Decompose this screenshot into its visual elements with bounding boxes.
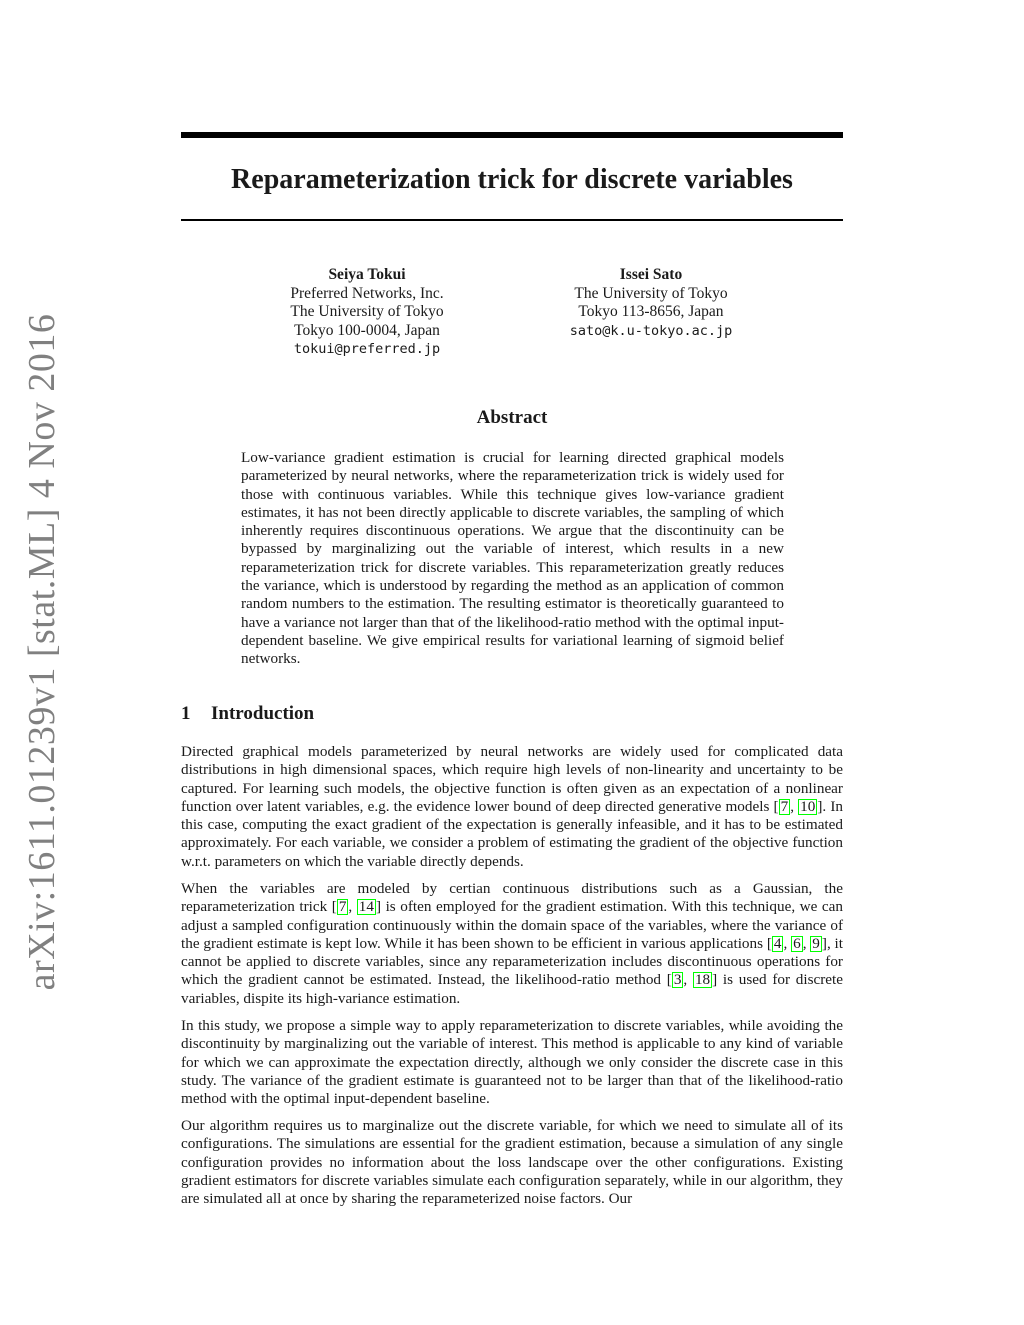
author-name: Issei Sato	[619, 266, 683, 283]
author-address: Tokyo 100-0004, Japan	[294, 321, 440, 339]
citation-link[interactable]: 7	[780, 797, 789, 815]
title-bottom-rule	[181, 219, 843, 221]
citation-link[interactable]: 7	[338, 898, 347, 916]
citation-link[interactable]: 3	[673, 971, 682, 989]
citation-link[interactable]: 18	[694, 971, 711, 989]
intro-paragraph-4: Our algorithm requires us to marginalize out the discrete variable, for which we need to simulate all of its configurations. The simulations are essential for the gradient estimation, because a simulation of any single configuration provides no information about the loss landscape over the other configurations. Existing gradient estimators for discrete variables simulate each configuration separately, while in our algorithm, they are simulated all at once by sharing the reparameterized noise factors. Our	[181, 1117, 843, 1208]
author-block-1	[237, 266, 497, 359]
author-affiliation: The University of Tokyo	[574, 284, 728, 302]
paragraph-text: Directed graphical models parameterized by neural networks are widely used for complicated data distributions in high dimensional spaces, which require high levels of non-linearity and uncertainty to be captured. For learning such models, the objective function is often given as an expectation of a nonlinear function over latent variables, e.g. the evidence lower bound of deep directed generative models [	[181, 743, 843, 815]
paper-title: Reparameterization trick for discrete variables	[231, 164, 793, 195]
paragraph-text: When the variables are modeled by certian continuous distributions such as a Gaussian, the reparameterization trick [	[181, 880, 843, 916]
section-heading	[181, 702, 314, 726]
section-title: Introduction	[211, 703, 315, 724]
paragraph-text: ]. In this case, computing the exact gradient of the expectation is generally infeasible, and it has to be estimated approximately. For each variable, we consider a problem of estimating the gradient of the objective function w.r.t. parameters on which the variable directly depends.	[181, 797, 844, 870]
citation-link[interactable]: 6	[793, 934, 801, 952]
citation-link[interactable]: 10	[800, 797, 816, 815]
citation-link[interactable]: 4	[773, 934, 782, 952]
author-block-2	[521, 266, 781, 340]
author-affiliation: The University of Tokyo	[290, 303, 444, 320]
author-email: tokui@preferred.jp	[293, 341, 441, 357]
intro-paragraph-2: When the variables are modeled by certian continuous distributions such as a Gaussian, the reparameterization trick [ 7 , 14 ] is often employed for the gradient estimation. With this technique, we can adjust a sampled configuration continuously within the domain space of the variables, where the variance of the gradient estimate is kept low. While it has been shown to be efficient in various applications [ 4 , 6 , 9 ], it cannot be applied to discrete variables, since any reparameterization includes discontinuous operations for which the gradient cannot be estimated. Instead, the likelihood-ratio method [ 3 , 18 ] is used for discrete variables, dispite its high-variance estimation.	[181, 880, 844, 1007]
author-name: Seiya Tokui	[328, 266, 406, 283]
intro-paragraph-1: Directed graphical models parameterized by neural networks are widely used for complicated data distributions in high dimensional spaces, which require high levels of non-linearity and uncertainty to be captured. For learning such models, the objective function is often given as an expectation of a nonlinear function over latent variables, e.g. the evidence lower bound of deep directed generative models [ 7 , 10 ]. In this case, computing the exact gradient of the expectation is generally infeasible, and it has to be estimated approximately. For each variable, we consider a problem of estimating the gradient of the objective function w.r.t. parameters on which the variable directly depends.	[181, 743, 844, 870]
abstract-heading: Abstract	[476, 407, 548, 428]
author-address: Tokyo 113-8656, Japan	[578, 303, 724, 320]
author-email: sato@k.u-tokyo.ac.jp	[569, 322, 733, 339]
section-number: 1	[181, 703, 191, 724]
intro-paragraph-3: In this study, we propose a simple way to apply reparameterization to discrete variables, while avoiding the discontinuity by marginalizing out the variable of interest. This method is applicable to any kind of variable for which we can approximate the expectation directly, although we only consider the discrete case in this study. The variance of the gradient estimate is guaranteed not to be larger than that of the likelihood-ratio method with the optimal input-dependent baseline.	[181, 1017, 843, 1108]
abstract-text: Low-variance gradient estimation is crucial for learning directed graphical models parameterized by neural networks, where the reparameterization trick is widely used for those with continuous variables. While this technique gives low-variance gradient estimates, it has not been directly applicable to discrete variables, the sampling of which inherently requires discontinuous operations. We argue that the discontinuity can be bypassed by marginalizing out the variable of interest, which results in a new reparameterization trick for discrete variables. This reparameterization greatly reduces the variance, which is understood by regarding the method as an application of common random numbers to the estimation. The resulting estimator is theoretically guaranteed to have a variance not larger than that of the likelihood-ratio method with the optimal input-dependent baseline. We give empirical results for variational learning of sigmoid belief networks.	[241, 449, 784, 668]
citation-link[interactable]: 14	[358, 898, 374, 916]
citation-link[interactable]: 9	[812, 934, 820, 952]
title-top-rule	[181, 132, 843, 138]
paragraph-text: ], it cannot be applied to discrete variables, since any reparameterization includes discontinuous operations for which the gradient cannot be estimated. Instead, the likelihood-ratio method [	[181, 934, 843, 989]
paragraph-text: ] is used for discrete variables, dispite its high-variance estimation.	[181, 971, 843, 1007]
paragraph-text: ] is often employed for the gradient estimation. With this technique, we can adjust a sampled configuration continuously within the domain space of the variables, where the variance of the gradient estimate is kept low. While it has been shown to be efficient in various applications [	[181, 898, 844, 952]
arxiv-side-banner: arXiv:1611.01239v1 [stat.ML] 4 Nov 2016	[21, 313, 63, 991]
author-affiliation: Preferred Networks, Inc.	[290, 284, 444, 302]
